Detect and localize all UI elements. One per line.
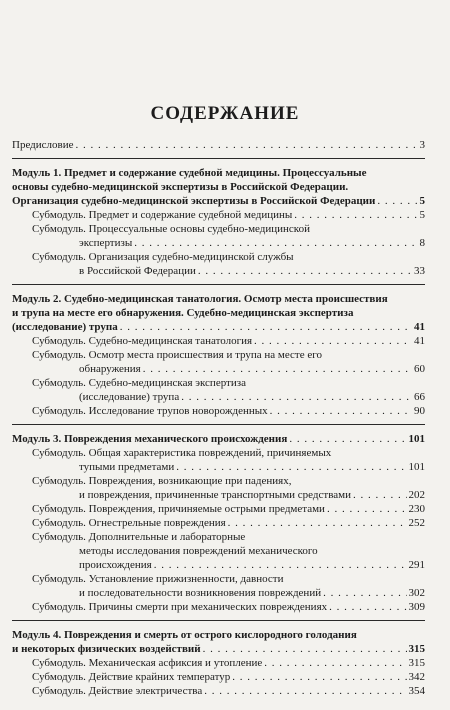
dot-leader — [143, 362, 412, 376]
toc-entry-submodule: Субмодуль. Осмотр места происшествия и трупа на месте его обнаружения . . . 60 — [12, 348, 425, 376]
dot-leader — [353, 488, 407, 502]
toc-entry-submodule: Субмодуль. Механическая асфиксия и утопление . . . 315 — [12, 656, 425, 670]
dot-leader — [228, 516, 407, 530]
page-number: 309 — [408, 601, 425, 613]
page-number: 5 — [419, 195, 425, 207]
page-number: 41 — [414, 321, 425, 333]
page-number: 302 — [408, 587, 425, 599]
toc-entry-submodule: Субмодуль. Действие крайних температур . . . 342 — [12, 670, 425, 684]
toc-entry-preface: Предисловие . . . 3 — [12, 138, 425, 152]
page-number: 230 — [408, 503, 425, 515]
toc-entry-submodule: Субмодуль. Повреждения, возникающие при падениях, и повреждения, причиненные транспортными средствами . . . 202 — [12, 474, 425, 502]
page-number: 33 — [414, 265, 425, 277]
dot-leader — [254, 334, 412, 348]
page-number: 202 — [408, 489, 425, 501]
dot-leader — [270, 404, 412, 418]
dot-leader — [289, 432, 406, 446]
dot-leader — [198, 264, 412, 278]
page-number: 66 — [414, 391, 425, 403]
page-number: 101 — [408, 433, 425, 445]
page-number: 354 — [408, 685, 425, 697]
page-number: 252 — [408, 517, 425, 529]
page-title: СОДЕРЖАНИЕ — [150, 103, 300, 124]
page-number: 5 — [419, 209, 425, 221]
toc-entry-submodule: Субмодуль. Исследование трупов новорожденных . . . 90 — [12, 404, 425, 418]
page-number: 315 — [408, 643, 425, 655]
toc-entry-submodule: Субмодуль. Общая характеристика повреждений, причиняемых тупыми предметами . . . 101 — [12, 446, 425, 474]
toc-entry-submodule: Субмодуль. Действие электричества . . . 354 — [12, 684, 425, 698]
toc-entry-submodule: Субмодуль. Организация судебно-медицинской службы в Российской Федерации . . . 33 — [12, 250, 425, 278]
toc-entry-submodule: Субмодуль. Огнестрельные повреждения . . . 252 — [12, 516, 425, 530]
divider — [12, 424, 425, 425]
dot-leader — [264, 656, 406, 670]
dot-leader — [176, 460, 406, 474]
toc-entry-module-2: Модуль 2. Судебно-медицинская танатология. Осмотр места происшествия и трупа на месте его обнаружения. Судебно-медицинская экспертиза (исследование) трупа . . . 41 — [12, 292, 425, 334]
dot-leader — [181, 390, 412, 404]
dot-leader — [294, 208, 417, 222]
toc-entry-submodule: Субмодуль. Установление прижизненности, давности и последовательности возникновения повреждений . . . 302 — [12, 572, 425, 600]
dot-leader — [323, 586, 406, 600]
toc-entry-module-4: Модуль 4. Повреждения и смерть от острого кислородного голодания и некоторых физических воздействий . . . 315 — [12, 628, 425, 656]
toc-entry-submodule: Субмодуль. Процессуальные основы судебно-медицинской экспертизы . . . 8 — [12, 222, 425, 250]
page-number: 291 — [408, 559, 425, 571]
dot-leader — [154, 558, 407, 572]
dot-leader — [327, 502, 407, 516]
table-of-contents — [12, 138, 425, 698]
toc-entry-submodule: Субмодуль. Повреждения, причиняемые острыми предметами . . . 230 — [12, 502, 425, 516]
dot-leader — [120, 320, 412, 334]
divider — [12, 158, 425, 159]
dot-leader — [377, 194, 417, 208]
page-number: 90 — [414, 405, 425, 417]
toc-entry-submodule: Субмодуль. Судебно-медицинская танатология . . . 41 — [12, 334, 425, 348]
page-number: 101 — [408, 461, 425, 473]
toc-entry-submodule: Субмодуль. Дополнительные и лабораторные методы исследования повреждений механического происхождения . . . 291 — [12, 530, 425, 572]
dot-leader — [203, 642, 407, 656]
toc-entry-module-1: Модуль 1. Предмет и содержание судебной медицины. Процессуальные основы судебно-медицинской экспертизы в Российской Федерации. Организация судебно-медицинской экспертизы в Российской Федерации . . . 5 — [12, 166, 425, 208]
divider — [12, 284, 425, 285]
page-number: 41 — [414, 335, 425, 347]
page-number: 342 — [408, 671, 425, 683]
divider — [12, 620, 425, 621]
toc-entry-module-3: Модуль 3. Повреждения механического происхождения . . . 101 — [12, 432, 425, 446]
page-number: 60 — [414, 363, 425, 375]
dot-leader — [232, 670, 406, 684]
toc-entry-submodule: Субмодуль. Предмет и содержание судебной медицины . . . 5 — [12, 208, 425, 222]
dot-leader — [134, 236, 417, 250]
dot-leader — [76, 138, 418, 152]
page-number: 3 — [419, 139, 425, 151]
toc-entry-submodule: Субмодуль. Причины смерти при механических повреждениях . . . 309 — [12, 600, 425, 614]
page-number: 8 — [419, 237, 425, 249]
toc-entry-submodule: Субмодуль. Судебно-медицинская экспертиза (исследование) трупа . . . 66 — [12, 376, 425, 404]
dot-leader — [329, 600, 406, 614]
page-number: 315 — [408, 657, 425, 669]
dot-leader — [204, 684, 406, 698]
